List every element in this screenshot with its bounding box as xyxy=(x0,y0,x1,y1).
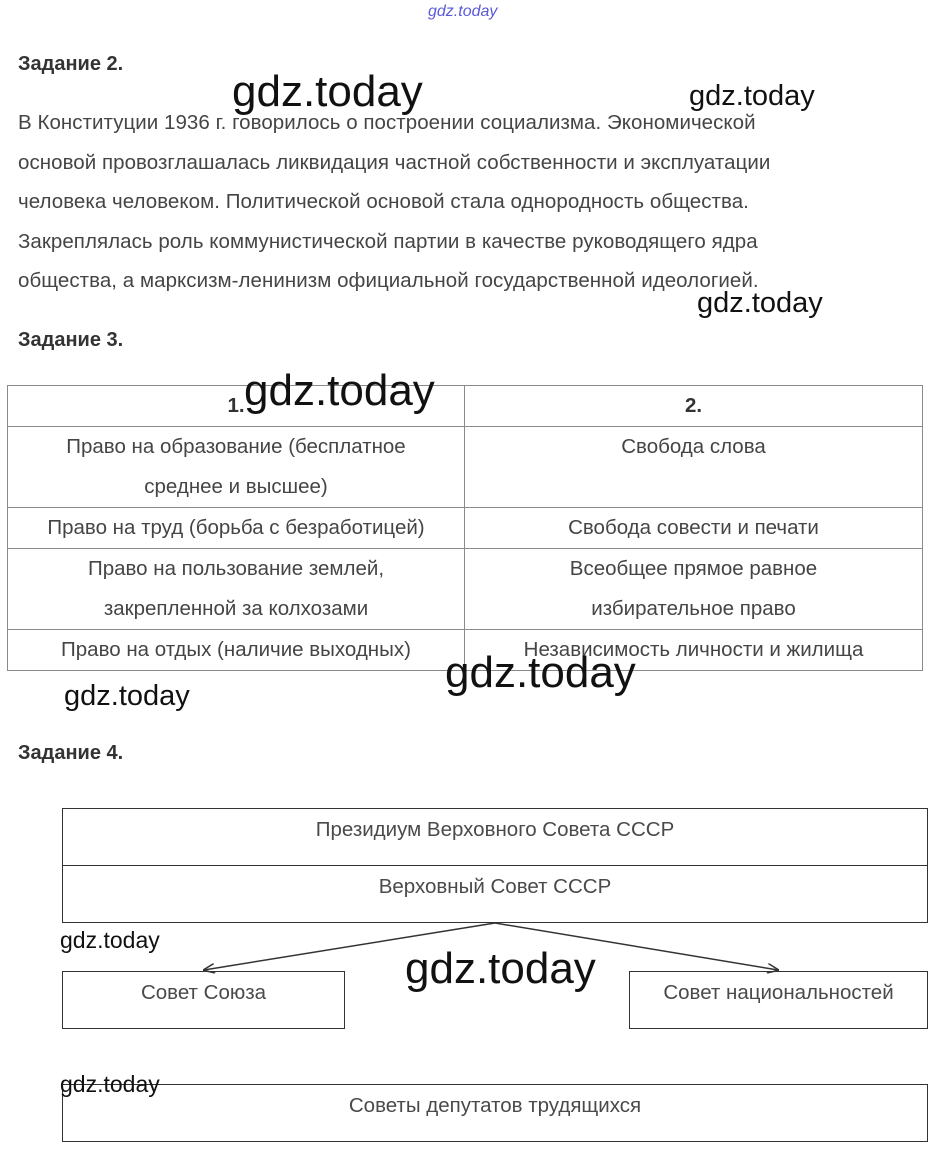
table-cell: Всеобщее прямое равное избирательное право xyxy=(465,549,923,630)
task2-line: человека человеком. Политической основой стала однородность общества. xyxy=(18,190,749,214)
supreme-soviet-label: Верховный Совет СССР xyxy=(378,875,612,898)
deputies-soviets-label: Советы депутатов трудящихся xyxy=(348,1094,642,1117)
nationalities-council-box xyxy=(629,971,928,1029)
union-council-box xyxy=(62,971,345,1029)
watermark: gdz.today xyxy=(232,67,423,116)
watermark: gdz.today xyxy=(697,287,823,319)
task2-line: основой провозглашалась ликвидация частной собственности и эксплуатации xyxy=(18,150,771,174)
table-cell: Право на труд (борьба с безработицей) xyxy=(8,508,465,549)
table-cell: Право на отдых (наличие выходных) xyxy=(8,630,465,671)
task4-heading: Задание 4. xyxy=(18,742,124,764)
column-1-header: 1. xyxy=(8,386,465,427)
table-cell: Свобода совести и печати xyxy=(465,508,923,549)
column-2-header: 2. xyxy=(465,386,923,427)
watermark: gdz.today xyxy=(60,927,160,953)
watermark: gdz.today xyxy=(689,80,815,112)
task2-heading: Задание 2. xyxy=(18,53,124,75)
table-cell: Независимость личности и жилища xyxy=(465,630,923,671)
table-cell: Свобода слова xyxy=(465,427,923,508)
top-watermark: gdz.today xyxy=(428,3,498,20)
task3-heading: Задание 3. xyxy=(18,329,124,351)
watermark: gdz.today xyxy=(64,680,190,712)
watermark: gdz.today xyxy=(405,944,596,993)
task2-line: Закреплялась роль коммунистической партии в качестве руководящего ядра xyxy=(18,229,758,253)
presidium-label: Президиум Верховного Совета СССР xyxy=(315,818,675,841)
union-council-label: Совет Союза xyxy=(140,981,267,1004)
watermark: gdz.today xyxy=(244,366,435,415)
watermark: gdz.today xyxy=(60,1071,160,1097)
table-cell: Право на образование (бесплатное среднее и высшее) xyxy=(8,427,465,508)
deputies-soviets-box xyxy=(62,1084,928,1142)
watermark: gdz.today xyxy=(445,648,636,697)
task2-line: общества, а марксизм-ленинизм официальной государственной идеологией. xyxy=(18,269,759,293)
task2-line: В Конституции 1936 г. говорилось о построении социализма. Экономической xyxy=(18,111,756,134)
table-cell: Право на пользование землей, закрепленной за колхозами xyxy=(8,549,465,630)
nationalities-council-label: Совет национальностей xyxy=(663,981,894,1004)
